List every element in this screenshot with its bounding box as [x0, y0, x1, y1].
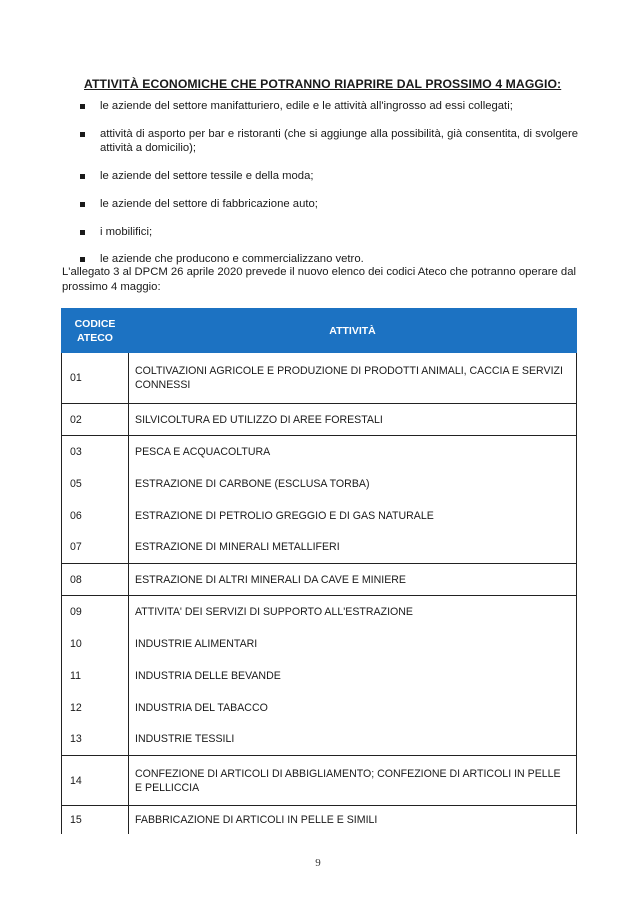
table-row — [62, 468, 577, 500]
table-row — [62, 353, 577, 404]
ateco-activity: ESTRAZIONE DI ALTRI MINERALI DA CAVE E MINIERE — [129, 564, 577, 596]
bullet-text: le aziende del settore manifatturiero, edile e le attività all'ingrosso ad essi collegati; — [100, 100, 513, 112]
bullet-item — [70, 169, 578, 184]
bullet-icon — [80, 174, 85, 179]
page-number: 9 — [315, 857, 321, 869]
ateco-code: 13 — [62, 724, 129, 756]
ateco-code: 09 — [62, 596, 129, 628]
intro-paragraph: L'allegato 3 al DPCM 26 aprile 2020 prevede il nuovo elenco dei codici Ateco che potranno operare dal prossimo 4 maggio: — [62, 266, 576, 293]
ateco-activity: PESCA E ACQUACOLTURA — [129, 436, 577, 468]
table-row — [62, 724, 577, 756]
bullet-list — [70, 99, 578, 280]
ateco-table — [61, 308, 577, 834]
bullet-icon — [80, 132, 85, 137]
table-row — [62, 532, 577, 564]
ateco-code: 14 — [62, 756, 129, 806]
bullet-item — [70, 127, 578, 156]
ateco-code: 15 — [62, 806, 129, 834]
table-row — [62, 564, 577, 596]
table-header-row — [62, 309, 577, 353]
ateco-code: 01 — [62, 353, 129, 404]
bullet-text: le aziende che producono e commercializzano vetro. — [100, 253, 364, 266]
bullet-text: le aziende del settore di fabbricazione auto; — [100, 197, 318, 210]
section-heading: ATTIVITÀ ECONOMICHE CHE POTRANNO RIAPRIRE DAL PROSSIMO 4 MAGGIO: — [84, 77, 562, 91]
bullet-item — [70, 197, 578, 212]
ateco-code: 06 — [62, 500, 129, 532]
bullet-item — [70, 225, 578, 240]
table-row — [62, 500, 577, 532]
ateco-code: 12 — [62, 692, 129, 724]
bullet-icon — [80, 104, 85, 109]
ateco-activity: SILVICOLTURA ED UTILIZZO DI AREE FORESTALI — [129, 404, 577, 436]
ateco-activity: COLTIVAZIONI AGRICOLE E PRODUZIONE DI PRODOTTI ANIMALI, CACCIA E SERVIZI CONNESSI — [129, 353, 577, 404]
ateco-code: 08 — [62, 564, 129, 596]
table-row — [62, 806, 577, 834]
ateco-code: 05 — [62, 468, 129, 500]
table-row — [62, 436, 577, 468]
ateco-activity: INDUSTRIE TESSILI — [129, 724, 577, 756]
ateco-code: 10 — [62, 628, 129, 660]
bullet-text: attività di asporto per bar e ristoranti (che si aggiunge alla possibilità, già consentita, di svolgere attività a domicilio); — [100, 127, 578, 155]
table-row — [62, 628, 577, 660]
table-row — [62, 660, 577, 692]
ateco-activity: INDUSTRIE ALIMENTARI — [129, 628, 577, 660]
bullet-icon — [80, 230, 85, 235]
ateco-activity: CONFEZIONE DI ARTICOLI DI ABBIGLIAMENTO; CONFEZIONE DI ARTICOLI IN PELLE E PELLICCIA — [129, 756, 577, 806]
header-activity: ATTIVITÀ — [129, 309, 577, 353]
bullet-item — [70, 99, 578, 114]
table-row — [62, 756, 577, 806]
ateco-activity: ATTIVITA' DEI SERVIZI DI SUPPORTO ALL'ESTRAZIONE — [129, 596, 577, 628]
ateco-activity: ESTRAZIONE DI MINERALI METALLIFERI — [129, 532, 577, 564]
ateco-code: 07 — [62, 532, 129, 564]
ateco-code: 03 — [62, 436, 129, 468]
ateco-activity: INDUSTRIA DELLE BEVANDE — [129, 660, 577, 692]
ateco-activity: ESTRAZIONE DI PETROLIO GREGGIO E DI GAS NATURALE — [129, 500, 577, 532]
bullet-icon — [80, 202, 85, 207]
ateco-activity: ESTRAZIONE DI CARBONE (ESCLUSA TORBA) — [129, 468, 577, 500]
table-row — [62, 692, 577, 724]
ateco-activity: INDUSTRIA DEL TABACCO — [129, 692, 577, 724]
ateco-activity: FABBRICAZIONE DI ARTICOLI IN PELLE E SIMILI — [129, 806, 577, 834]
table-row — [62, 404, 577, 436]
bullet-text: i mobilifici; — [100, 225, 153, 238]
header-code: CODICE ATECO — [62, 309, 129, 353]
ateco-code: 11 — [62, 660, 129, 692]
table-row — [62, 596, 577, 628]
ateco-code: 02 — [62, 404, 129, 436]
bullet-text: le aziende del settore tessile e della moda; — [100, 170, 314, 183]
bullet-icon — [80, 257, 85, 262]
